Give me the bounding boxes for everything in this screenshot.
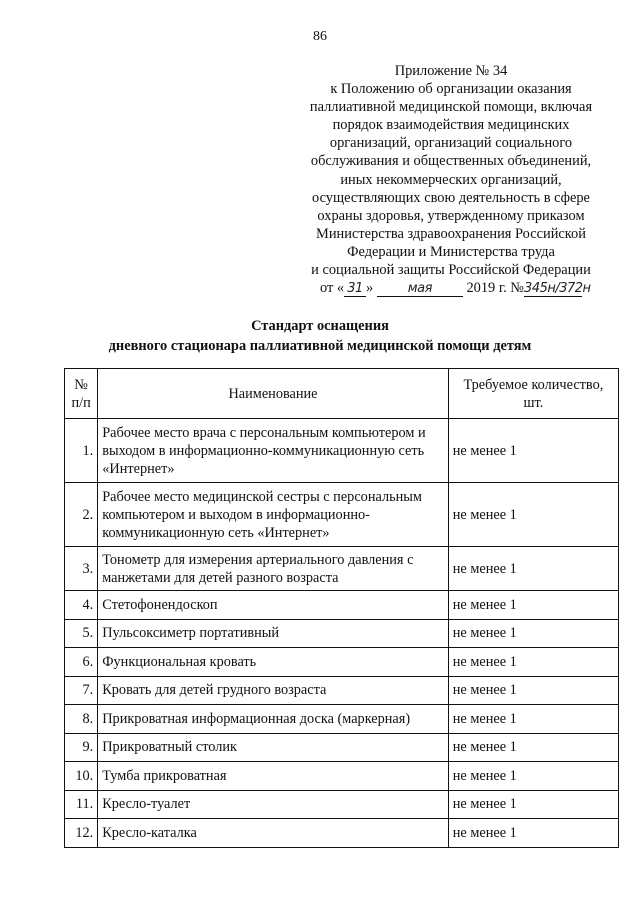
row-num: 8. bbox=[65, 705, 98, 734]
appendix-line: организаций, организаций социального bbox=[329, 135, 573, 152]
row-num: 11. bbox=[65, 790, 98, 819]
header-name: Наименование bbox=[98, 369, 449, 419]
row-qty: не менее 1 bbox=[448, 648, 618, 677]
row-qty: не менее 1 bbox=[448, 705, 618, 734]
row-num: 6. bbox=[65, 648, 98, 677]
table-row bbox=[65, 591, 619, 620]
row-qty: не менее 1 bbox=[448, 619, 618, 648]
row-num: 1. bbox=[65, 419, 98, 483]
page-number: 86 bbox=[313, 29, 327, 44]
table-row bbox=[65, 547, 619, 591]
row-qty: не менее 1 bbox=[448, 762, 618, 791]
row-name: Тумба прикроватная bbox=[98, 762, 449, 791]
appendix-line: к Положению об организации оказания bbox=[330, 81, 572, 98]
row-num: 12. bbox=[65, 819, 98, 848]
row-num: 9. bbox=[65, 733, 98, 762]
appendix-line: паллиативной медицинской помощи, включая bbox=[309, 99, 593, 116]
table-row bbox=[65, 790, 619, 819]
table-row bbox=[65, 619, 619, 648]
row-qty: не менее 1 bbox=[448, 419, 618, 483]
row-name: Рабочее место врача с персональным компьютером и выходом в информационно-коммуникационную сеть «Интернет» bbox=[98, 419, 449, 483]
appendix-line: Министерства здравоохранения Российской bbox=[316, 225, 586, 242]
header-qty: Требуемое количество, шт. bbox=[448, 369, 618, 419]
row-name: Кресло-туалет bbox=[98, 790, 449, 819]
table-row bbox=[65, 819, 619, 848]
table-row bbox=[65, 483, 619, 547]
table-row bbox=[65, 676, 619, 705]
table-row bbox=[65, 762, 619, 791]
appendix-line: осуществляющих свою деятельность в сфере bbox=[312, 189, 590, 206]
row-qty: не менее 1 bbox=[448, 790, 618, 819]
row-qty: не менее 1 bbox=[448, 591, 618, 620]
table-header-row bbox=[65, 369, 619, 419]
table-row bbox=[65, 419, 619, 483]
date-mid: » bbox=[366, 280, 374, 297]
appendix-line: и социальной защиты Российской Федерации bbox=[311, 262, 591, 279]
row-qty: не менее 1 bbox=[448, 676, 618, 705]
row-qty: не менее 1 bbox=[448, 483, 618, 547]
table-row bbox=[65, 705, 619, 734]
document-heading bbox=[0, 316, 640, 356]
appendix-line: обслуживания и общественных объединений, bbox=[310, 153, 592, 170]
handwritten-month: мая bbox=[407, 281, 432, 297]
row-qty: не менее 1 bbox=[448, 819, 618, 848]
table-row bbox=[65, 733, 619, 762]
appendix-line: Федерации и Министерства труда bbox=[347, 243, 555, 260]
row-qty: не менее 1 bbox=[448, 733, 618, 762]
row-name: Пульсоксиметр портативный bbox=[98, 619, 449, 648]
row-name: Стетофонендоскоп bbox=[98, 591, 449, 620]
equipment-table bbox=[64, 368, 619, 848]
row-num: 7. bbox=[65, 676, 98, 705]
row-qty: не менее 1 bbox=[448, 547, 618, 591]
handwritten-day: 31 bbox=[347, 281, 363, 297]
appendix-line: охраны здоровья, утвержденному приказом bbox=[317, 207, 585, 224]
date-year: 2019 г. № bbox=[466, 280, 525, 297]
appendix-line: Приложение № 34 bbox=[394, 63, 508, 79]
row-num: 5. bbox=[65, 619, 98, 648]
heading-line-1: Стандарт оснащения bbox=[251, 318, 389, 334]
date-prefix: от « bbox=[319, 280, 345, 297]
handwritten-order-number: 345н/372н bbox=[524, 281, 591, 297]
row-name: Функциональная кровать bbox=[98, 648, 449, 677]
header-num: № п/п bbox=[65, 369, 98, 419]
row-name: Тонометр для измерения артериального давления с манжетами для детей разного возраста bbox=[98, 547, 449, 591]
row-name: Кровать для детей грудного возраста bbox=[98, 676, 449, 705]
heading-line-2: дневного стационара паллиативной медицинской помощи детям bbox=[108, 338, 532, 354]
row-name: Прикроватная информационная доска (маркерная) bbox=[98, 705, 449, 734]
row-name: Кресло-каталка bbox=[98, 819, 449, 848]
row-num: 10. bbox=[65, 762, 98, 791]
row-name: Рабочее место медицинской сестры с персональным компьютером и выходом в информационно-коммуникационную сеть «Интернет» bbox=[98, 483, 449, 547]
row-num: 2. bbox=[65, 483, 98, 547]
appendix-line: иных некоммерческих организаций, bbox=[340, 171, 562, 188]
appendix-line: порядок взаимодействия медицинских bbox=[332, 117, 570, 134]
row-num: 4. bbox=[65, 591, 98, 620]
table-row bbox=[65, 648, 619, 677]
row-name: Прикроватный столик bbox=[98, 733, 449, 762]
order-date-line bbox=[290, 279, 612, 297]
row-num: 3. bbox=[65, 547, 98, 591]
appendix-block bbox=[290, 62, 612, 297]
